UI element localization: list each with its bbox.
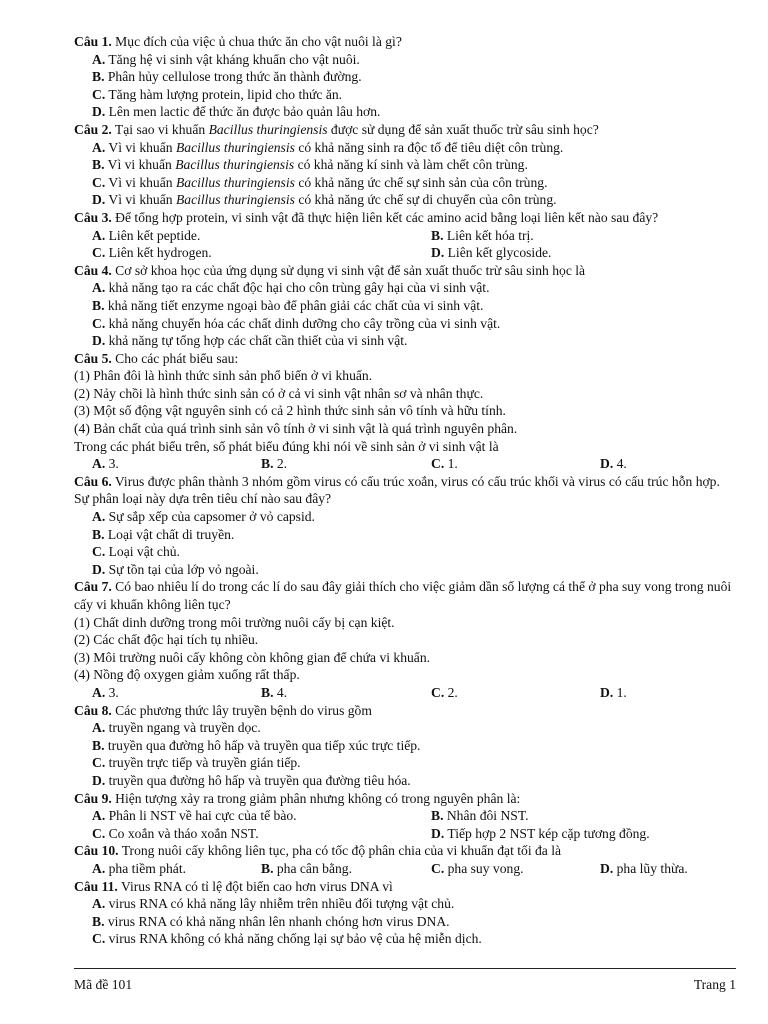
- option-c: [92, 244, 212, 262]
- option-key: C.: [431, 456, 445, 472]
- option-c: [431, 860, 524, 878]
- statement: (3) Một số động vật nguyên sinh có cả 2 hình thức sinh sản vô tính và hữu tính.: [74, 403, 506, 419]
- option-key: C.: [92, 315, 106, 331]
- question-2: [74, 121, 736, 139]
- option-c: [74, 543, 736, 561]
- question-8: [74, 702, 736, 720]
- question-3: [74, 209, 736, 227]
- option-row: [74, 244, 736, 262]
- option-b: [74, 913, 736, 931]
- option-b: [431, 227, 534, 245]
- option-text: Vì vi khuẩn: [104, 157, 176, 173]
- question-number: Câu 7.: [74, 579, 112, 595]
- option-key: C.: [431, 860, 445, 876]
- option-b: [74, 68, 736, 86]
- question-4: [74, 262, 736, 280]
- option-c: [74, 174, 736, 192]
- option-text: khả năng tiết enzyme ngoại bào để phân giải các chất của vi sinh vật.: [104, 297, 484, 313]
- option-text: Tăng hàm lượng protein, lipid cho thức ăn.: [105, 86, 343, 102]
- option-c: [431, 684, 458, 702]
- question-number: Câu 9.: [74, 790, 112, 806]
- option-text: Loại vật chất di truyền.: [104, 526, 235, 542]
- option-text: pha cân bằng.: [273, 860, 352, 876]
- option-c: [92, 825, 259, 843]
- question-number: Câu 10.: [74, 843, 119, 859]
- option-b: [74, 526, 736, 544]
- option-key: C.: [92, 931, 106, 947]
- option-key: D.: [92, 333, 106, 349]
- question-prompt: Trong các phát biểu trên, số phát biểu đúng khi nói về sinh sản ở vi sinh vật là: [74, 438, 499, 454]
- option-d: [600, 860, 688, 878]
- option-b: [261, 684, 287, 702]
- option-key: D.: [600, 684, 614, 700]
- option-key: C.: [92, 86, 106, 102]
- option-key: A.: [92, 720, 106, 736]
- question-number: Câu 4.: [74, 262, 112, 278]
- option-d: [74, 191, 736, 209]
- option-b: [74, 737, 736, 755]
- option-key: D.: [92, 104, 106, 120]
- option-b: [431, 807, 529, 825]
- option-a: [74, 895, 736, 913]
- question-number: Câu 8.: [74, 702, 112, 718]
- option-text: Phân hủy cellulose trong thức ăn thành đường.: [104, 69, 362, 85]
- question-number: Câu 11.: [74, 878, 118, 894]
- question-number: Câu 5.: [74, 350, 112, 366]
- option-d: [431, 244, 551, 262]
- option-key: B.: [92, 157, 105, 173]
- option-text: pha lũy thừa.: [613, 860, 688, 876]
- option-text: 4.: [613, 456, 627, 472]
- option-text: Lên men lactic để thức ăn được bảo quản lâu hơn.: [105, 104, 381, 120]
- option-text: truyền qua đường hô hấp và truyền qua tiếp xúc trực tiếp.: [104, 737, 421, 753]
- statement: (2) Nảy chồi là hình thức sinh sản có ở cả vi sinh vật nhân sơ và nhân thực.: [74, 385, 484, 401]
- option-key: A.: [92, 684, 106, 700]
- option-key: D.: [431, 825, 445, 841]
- question-stem: Virus được phân thành 3 nhóm gồm virus có cấu trúc xoắn, virus có cấu trúc khối và virus có cấu trúc hỗn hợp. Sự phân loại này dựa trên tiêu chí nào sau đây?: [74, 473, 720, 507]
- option-key: B.: [261, 860, 274, 876]
- option-text: virus RNA không có khả năng chống lại sự bảo vệ của hệ miễn dịch.: [105, 931, 482, 947]
- option-text: Tăng hệ vi sinh vật kháng khuẩn cho vật nuôi.: [105, 51, 360, 67]
- option-a: [74, 279, 736, 297]
- option-text: virus RNA có khả năng nhân lên nhanh chóng hơn virus DNA.: [104, 913, 450, 929]
- option-row: [74, 807, 736, 825]
- option-a: [92, 807, 297, 825]
- page-number: Trang 1: [693, 977, 736, 992]
- option-text: pha tiềm phát.: [105, 860, 187, 876]
- option-row: [74, 227, 736, 245]
- option-text: 2.: [273, 456, 288, 472]
- option-key: B.: [92, 297, 105, 313]
- question-stem: Cơ sở khoa học của ứng dụng sử dụng vi sinh vật để sản xuất thuốc trừ sâu sinh học là: [111, 262, 586, 278]
- option-text: Vì vi khuẩn: [105, 139, 176, 155]
- question-stem: Tại sao vi khuẩn: [111, 121, 209, 137]
- option-c: [74, 315, 736, 333]
- option-text: khả năng tự tổng hợp các chất cần thiết của vi sinh vật.: [105, 333, 408, 349]
- question-stem: Virus RNA có tỉ lệ đột biến cao hơn virus DNA vì: [117, 878, 393, 894]
- option-row: [74, 860, 736, 878]
- page-footer: [74, 968, 736, 992]
- option-b: [74, 297, 736, 315]
- question-number: Câu 2.: [74, 121, 112, 137]
- option-text: 1.: [444, 456, 458, 472]
- statement: (2) Các chất độc hại tích tụ nhiều.: [74, 632, 259, 648]
- option-key: D.: [92, 772, 106, 788]
- option-text: Sự sắp xếp của capsomer ở vỏ capsid.: [105, 509, 315, 525]
- exam-page: [74, 33, 736, 948]
- option-d: [74, 103, 736, 121]
- option-d: [431, 825, 650, 843]
- option-text: có khả năng ức chế sự di chuyển của côn trùng.: [294, 192, 557, 208]
- question-stem: Có bao nhiêu lí do trong các lí do sau đây giải thích cho việc giảm dần số lượng cá thể ở pha suy vong trong nuôi cấy vi khuẩn không liên tục?: [74, 579, 732, 612]
- option-text: 2.: [444, 684, 458, 700]
- option-key: B.: [92, 526, 105, 542]
- question-stem: Để tổng hợp protein, vi sinh vật đã thực hiện liên kết các amino acid bằng loại liên kết nào sau đây?: [111, 209, 659, 225]
- option-key: A.: [92, 227, 106, 243]
- question-stem: Hiện tượng xảy ra trong giảm phân nhưng không có trong nguyên phân là:: [111, 790, 521, 806]
- option-row: [74, 825, 736, 843]
- question-5: [74, 350, 736, 368]
- option-key: B.: [92, 737, 105, 753]
- option-text: 1.: [613, 684, 627, 700]
- species-name: Bacillus thuringiensis: [175, 174, 295, 190]
- option-key: C.: [92, 544, 106, 560]
- option-text: pha suy vong.: [444, 860, 524, 876]
- species-name: Bacillus thuringiensis: [208, 121, 328, 137]
- option-key: B.: [431, 227, 444, 243]
- option-a: [74, 51, 736, 69]
- option-a: [74, 719, 736, 737]
- option-a: [92, 455, 119, 473]
- option-row: [74, 455, 736, 473]
- option-c: [74, 754, 736, 772]
- option-text: Co xoắn và tháo xoắn NST.: [105, 825, 259, 841]
- option-text: Vì vi khuẩn: [105, 174, 176, 190]
- option-d: [74, 332, 736, 350]
- option-a: [74, 508, 736, 526]
- question-9: [74, 790, 736, 808]
- option-key: A.: [92, 896, 106, 912]
- option-row: [74, 684, 736, 702]
- question-stem: Trong nuôi cấy không liên tục, pha có tốc độ phân chia của vi khuẩn đạt tối đa là: [118, 843, 562, 859]
- option-text: Liên kết hóa trị.: [443, 227, 534, 243]
- option-text: truyền qua đường hô hấp và truyền qua đường tiêu hóa.: [105, 772, 411, 788]
- statement: (3) Môi trường nuôi cấy không còn không gian để chứa vi khuẩn.: [74, 649, 431, 665]
- species-name: Bacillus thuringiensis: [175, 192, 295, 208]
- option-key: A.: [92, 808, 106, 824]
- species-name: Bacillus thuringiensis: [175, 139, 295, 155]
- option-key: B.: [261, 684, 274, 700]
- question-number: Câu 6.: [74, 473, 112, 489]
- option-d: [600, 455, 627, 473]
- option-c: [74, 86, 736, 104]
- option-key: B.: [92, 69, 105, 85]
- question-number: Câu 1.: [74, 34, 112, 49]
- question-6: [74, 473, 736, 508]
- option-text: Liên kết glycoside.: [444, 245, 552, 261]
- question-7: [74, 578, 736, 613]
- statement: (4) Bản chất của quá trình sinh sản vô tính ở vi sinh vật là quá trình nguyên phân.: [74, 421, 518, 437]
- question-stem: được sử dụng để sản xuất thuốc trừ sâu sinh học?: [327, 121, 599, 137]
- option-key: B.: [92, 913, 105, 929]
- option-key: A.: [92, 280, 106, 296]
- option-text: có khả năng ức chế sự sinh sản của côn trùng.: [294, 174, 548, 190]
- option-text: truyền trực tiếp và truyền gián tiếp.: [105, 755, 301, 771]
- exam-code: Mã đề 101: [74, 977, 133, 992]
- option-c: [431, 455, 458, 473]
- option-text: Tiếp hợp 2 NST kép cặp tương đồng.: [444, 825, 650, 841]
- option-key: B.: [431, 808, 444, 824]
- option-c: [74, 930, 736, 948]
- option-key: D.: [600, 456, 614, 472]
- option-key: C.: [92, 245, 106, 261]
- question-stem: Cho các phát biểu sau:: [111, 350, 239, 366]
- option-text: 4.: [273, 684, 288, 700]
- question-stem: Các phương thức lây truyền bệnh do virus gồm: [111, 702, 372, 718]
- option-key: A.: [92, 456, 106, 472]
- option-d: [74, 772, 736, 790]
- option-key: C.: [92, 825, 106, 841]
- option-text: Phân li NST về hai cực của tế bào.: [105, 808, 297, 824]
- option-text: khả năng chuyển hóa các chất dinh dưỡng cho cây trồng của vi sinh vật.: [105, 315, 501, 331]
- option-key: D.: [600, 860, 614, 876]
- option-key: C.: [92, 174, 106, 190]
- option-text: Loại vật chủ.: [105, 544, 180, 560]
- option-b: [261, 455, 287, 473]
- option-b: [74, 156, 736, 174]
- option-text: truyền ngang và truyền dọc.: [105, 720, 261, 736]
- option-key: D.: [92, 192, 106, 208]
- option-text: Liên kết peptide.: [105, 227, 201, 243]
- question-10: [74, 842, 736, 860]
- option-a: [74, 139, 736, 157]
- option-text: có khả năng sinh ra độc tố để tiêu diệt côn trùng.: [294, 139, 564, 155]
- option-key: A.: [92, 139, 106, 155]
- species-name: Bacillus thuringiensis: [175, 157, 295, 173]
- statement: (1) Phân đôi là hình thức sinh sản phổ biến ở vi khuẩn.: [74, 368, 373, 384]
- option-key: A.: [92, 509, 106, 525]
- option-key: A.: [92, 51, 106, 67]
- option-key: C.: [92, 755, 106, 771]
- option-key: A.: [92, 860, 106, 876]
- question-1: [74, 33, 736, 51]
- option-key: D.: [431, 245, 445, 261]
- option-a: [92, 227, 200, 245]
- option-text: khả năng tạo ra các chất độc hại cho côn trùng gây hại của vi sinh vật.: [105, 280, 490, 296]
- statement: (1) Chất dinh dưỡng trong môi trường nuôi cấy bị cạn kiệt.: [74, 614, 395, 630]
- option-text: Nhân đôi NST.: [443, 808, 529, 824]
- question-11: [74, 878, 736, 896]
- option-text: có khả năng kí sinh và làm chết côn trùng.: [294, 157, 528, 173]
- option-text: 3.: [105, 456, 119, 472]
- option-text: Sự tồn tại của lớp vỏ ngoài.: [105, 561, 259, 577]
- option-b: [261, 860, 352, 878]
- option-d: [74, 561, 736, 579]
- option-text: 3.: [105, 684, 119, 700]
- option-key: C.: [431, 684, 445, 700]
- question-number: Câu 3.: [74, 209, 112, 225]
- option-a: [92, 684, 119, 702]
- statement: (4) Nồng độ oxygen giảm xuống rất thấp.: [74, 667, 300, 683]
- option-text: Vì vi khuẩn: [105, 192, 176, 208]
- option-key: D.: [92, 561, 106, 577]
- question-stem: Mục đích của việc ủ chua thức ăn cho vật nuôi là gì?: [111, 34, 402, 49]
- option-text: Liên kết hydrogen.: [105, 245, 212, 261]
- option-a: [92, 860, 186, 878]
- option-key: B.: [261, 456, 274, 472]
- option-text: virus RNA có khả năng lây nhiễm trên nhiều đối tượng vật chủ.: [105, 896, 455, 912]
- option-d: [600, 684, 627, 702]
